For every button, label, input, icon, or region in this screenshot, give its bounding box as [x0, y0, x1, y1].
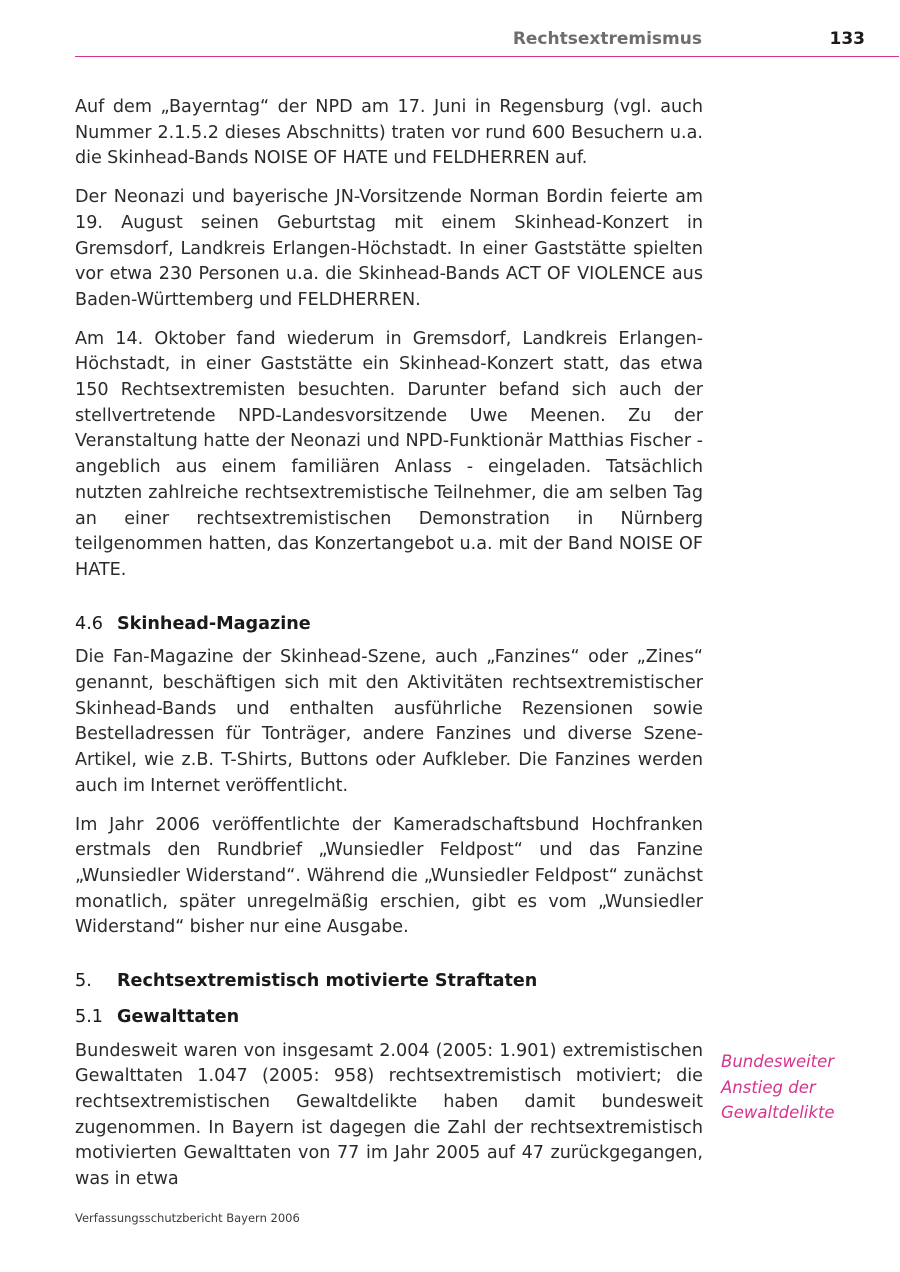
margin-note-line: Gewaltdelikte [721, 1103, 835, 1123]
section-heading-5-1 [75, 1005, 703, 1031]
paragraph-wunsiedler: Im Jahr 2006 veröffentlichte der Kameradschaftsbund Hochfranken erstmals den Rundbrief „Wunsiedler Feldpost“ und das Fanzine „Wunsiedler Widerstand“. Während die „Wunsiedler Feldpost“ zunächst monatlich, später unregelmäßig erschien, gibt es vom „Wunsiedler Widerstand“ bisher nur eine Ausgabe. [75, 814, 703, 938]
section-title: Skinhead-Magazine [117, 613, 311, 634]
margin-note [721, 1049, 881, 1126]
section-title: Rechtsextremistisch motivierte Straftaten [117, 971, 538, 992]
paragraph-gremsdorf-concert: Am 14. Oktober fand wiederum in Gremsdorf, Landkreis Erlangen-Höchstadt, in einer Gaststätte ein Skinhead-Konzert statt, das etwa 150 Rechtsextremisten besuchten. Darunter befand sich auch der stellvertretende NPD-Landesvorsitzende Uwe Meenen. Zu der Veranstaltung hatte der Neonazi und NPD-Funktionär Matthias Fischer - angeblich aus einem familiären Anlass - eingeladen. Tatsächlich nutzten zahlreiche rechtsextremistische Teilnehmer, die am selben Tag an einer rechtsextremistischen Demonstration in Nürnberg teilgenommen hatten, das Konzertangebot u.a. mit der Band NOISE OF HATE. [75, 328, 703, 580]
header-divider [75, 56, 899, 57]
paragraph-bordin-concert: Der Neonazi und bayerische JN-Vorsitzende Norman Bordin feierte am 19. August seinen Geburtstag mit einem Skinhead-Konzert in Gremsdorf, Landkreis Erlangen-Höchstadt. In einer Gaststätte spielten vor etwa 230 Personen u.a. die Skinhead-Bands ACT OF VIOLENCE aus Baden-Württemberg und FELDHERREN. [75, 187, 703, 310]
main-text-column [75, 95, 703, 1206]
page-number: 133 [829, 29, 865, 49]
section-number: 5. [75, 971, 92, 992]
paragraph-fanzines: Die Fan-Magazine der Skinhead-Szene, auch „Fanzines“ oder „Zines“ genannt, beschäftigen sich mit den Aktivitäten rechtsextremistischer Skinhead-Bands und enthalten ausführliche Rezensionen sowie Bestelladressen für Tonträger, andere Fanzines und diverse Szene-Artikel, wie z.B. T-Shirts, Buttons oder Aufkleber. Die Fanzines werden auch im Internet veröffentlicht. [75, 647, 703, 796]
running-header-title: Rechtsextremismus [512, 29, 702, 49]
section-heading-4-6 [75, 612, 703, 638]
paragraph-bayerntag: Auf dem „Bayerntag“ der NPD am 17. Juni in Regensburg (vgl. auch Nummer 2.1.5.2 dieses Abschnitts) traten vor rund 600 Besuchern u.a. die Skinhead-Bands NOISE OF HATE und FELDHERREN auf. [75, 97, 703, 169]
paragraph-gewalttaten: Bundesweit waren von insgesamt 2.004 (2005: 1.901) extremistischen Gewalttaten 1.047 (2005: 958) rechtsextremistisch motiviert; die rechtsextremistischen Gewaltdelikte haben damit bundesweit zugenommen. In Bayern ist dagegen die Zahl der rechtsextremistisch motivierten Gewalttaten von 77 im Jahr 2005 auf 47 zurückgegangen, was in etwa [75, 1040, 703, 1190]
margin-note-line: Anstieg der [721, 1077, 816, 1097]
section-number: 4.6 [75, 613, 103, 634]
section-heading-5 [75, 969, 703, 995]
section-title: Gewalttaten [117, 1006, 240, 1027]
section-number: 5.1 [75, 1006, 103, 1027]
page-footer: Verfassungsschutzbericht Bayern 2006 [75, 1211, 300, 1225]
margin-note-line: Bundesweiter [721, 1052, 835, 1071]
